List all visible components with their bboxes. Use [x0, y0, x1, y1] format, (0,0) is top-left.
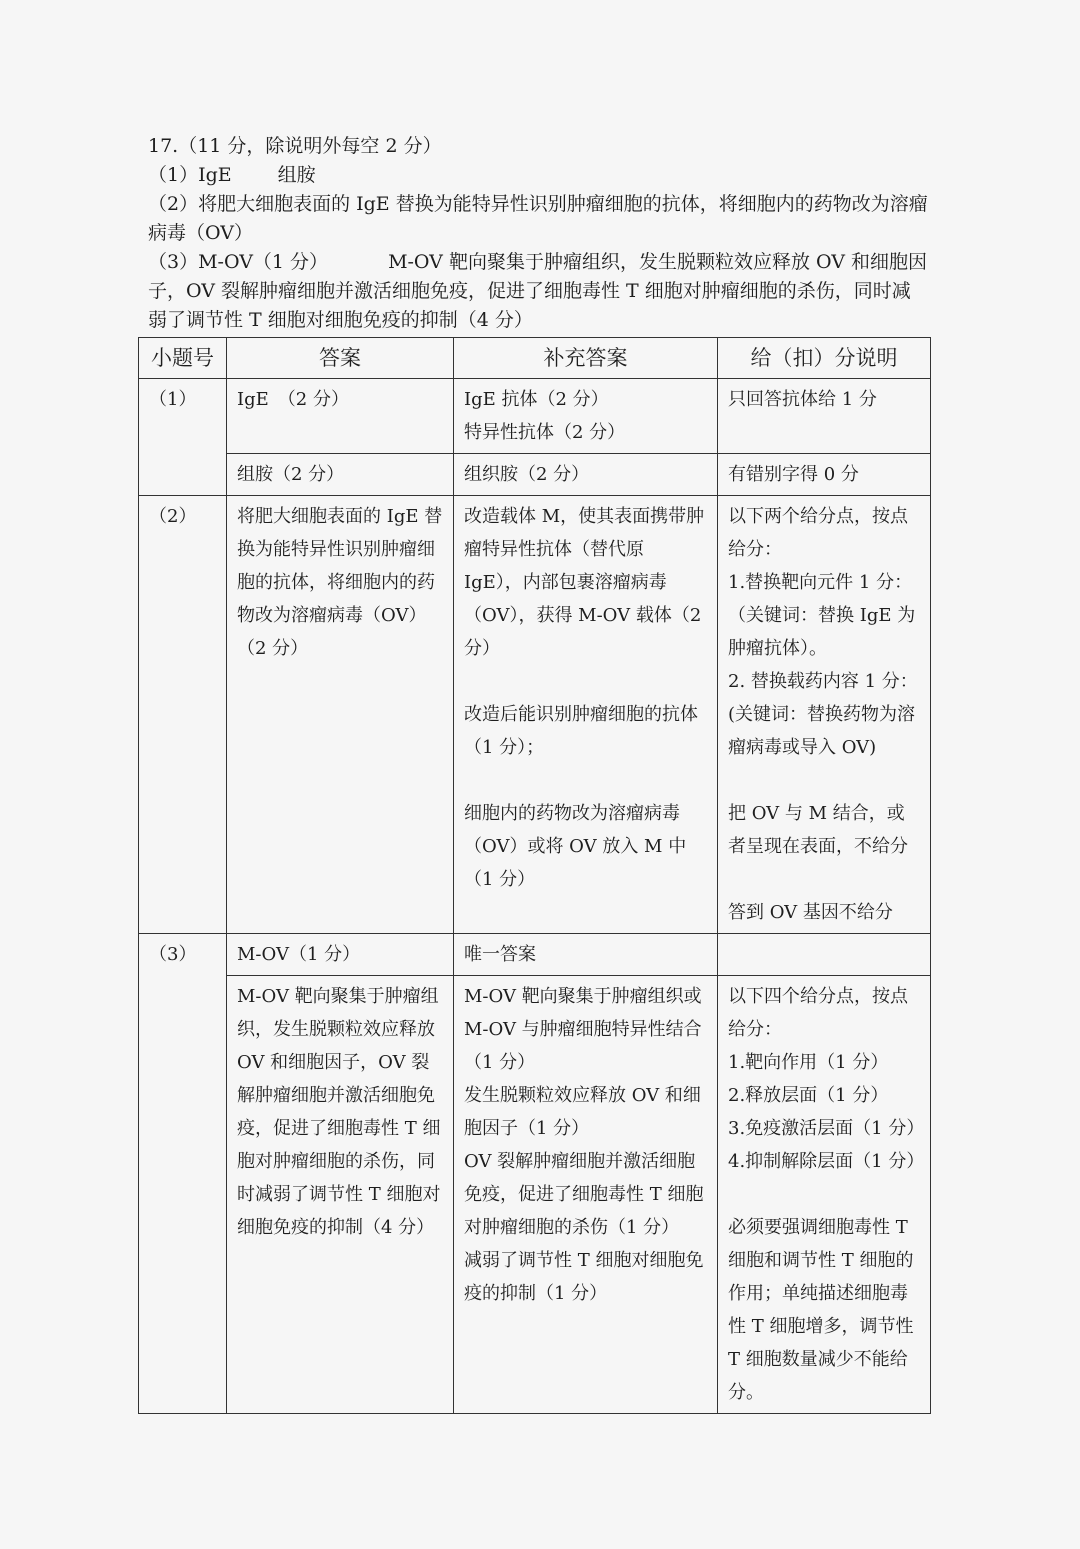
table-row	[139, 934, 931, 976]
q2-supplement-line: 改造载体 M，使其表面携带肿瘤特异性抗体（替代原 IgE），内部包裹溶瘤病毒（OV），获得 M-OV 载体（2 分）	[464, 506, 705, 659]
q1-supplement-2: 组织胺（2 分）	[454, 454, 718, 496]
q1-summary	[148, 161, 928, 190]
q3-supplement-2	[454, 976, 718, 1414]
q1-answer-2: 组胺（2 分）	[227, 454, 454, 496]
q3-note-1	[718, 934, 931, 976]
table-row	[139, 379, 931, 454]
q3-summary-answer: （3）M-OV（1 分）	[148, 251, 329, 273]
q2-note-line: 把 OV 与 M 结合，或者呈现在表面，不给分	[728, 803, 908, 857]
q3-note-line: 4.抑制解除层面（1 分）	[728, 1151, 925, 1172]
q1-supplement-1	[454, 379, 718, 454]
table-row	[139, 496, 931, 934]
q3-number: （3）	[139, 934, 227, 1414]
q2-supplement-line: 细胞内的药物改为溶瘤病毒（OV）或将 OV 放入 M 中（1 分）	[464, 803, 687, 890]
q2-note-line: 1.替换靶向元件 1 分：	[728, 572, 913, 593]
q3-notes	[718, 976, 931, 1414]
q2-summary: （2）将肥大细胞表面的 IgE 替换为能特异性识别肿瘤细胞的抗体，将细胞内的药物改为溶瘤病毒（OV）	[148, 193, 928, 244]
q3-summary-text: M-OV 靶向聚集于肿瘤组织，发生脱颗粒效应释放 OV 和细胞因子，OV 裂解肿瘤细胞并激活细胞免疫，促进了细胞毒性 T 细胞对肿瘤细胞的杀伤，同时减弱了调节性 T 细胞对细胞免疫的抑制（4 分）	[148, 251, 927, 331]
q2-note-line: 以下两个给分点，按点给分：	[728, 506, 908, 560]
q3-supplement-line: 发生脱颗粒效应释放 OV 和细胞因子（1 分）	[464, 1085, 701, 1139]
q3-supplement-1: 唯一答案	[454, 934, 718, 976]
q3-answer-2: M-OV 靶向聚集于肿瘤组织，发生脱颗粒效应释放 OV 和细胞因子，OV 裂解肿瘤细胞并激活细胞免疫，促进了细胞毒性 T 细胞对肿瘤细胞的杀伤，同时减弱了调节性 T 细胞对细胞免疫的抑制（4 分）	[227, 976, 454, 1414]
question-title: 17.（11 分，除说明外每空 2 分）	[148, 135, 442, 157]
q1-supplement-line: 特异性抗体（2 分）	[464, 422, 626, 443]
q3-note-line: 必须要强调细胞毒性 T 细胞和调节性 T 细胞的作用；单纯描述细胞毒性 T 细胞增多，调节性 T 细胞数量减少不能给分。	[728, 1217, 914, 1403]
q2-note-line: （关键词：替换 IgE 为肿瘤抗体）。	[728, 605, 916, 659]
q3-summary	[148, 248, 928, 335]
q1-note-2: 有错别字得 0 分	[718, 454, 931, 496]
header-scoring-notes: 给（扣）分说明	[718, 338, 931, 379]
table-row	[139, 976, 931, 1414]
q2-note-line: (关键词：替换药物为溶瘤病毒或导入 OV)	[728, 704, 916, 758]
q2-note-line: 2. 替换载药内容 1 分：	[728, 671, 918, 692]
q3-note-line: 2.释放层面（1 分）	[728, 1085, 889, 1106]
table-header-row	[139, 338, 931, 379]
q1-note-1: 只回答抗体给 1 分	[718, 379, 931, 454]
q1-answer-1: IgE （2 分）	[227, 379, 454, 454]
q3-supplement-line: OV 裂解肿瘤细胞并激活细胞免疫，促进了细胞毒性 T 细胞对肿瘤细胞的杀伤（1 分）	[464, 1151, 704, 1238]
q3-supplement-line: 减弱了调节性 T 细胞对细胞免疫的抑制（1 分）	[464, 1250, 704, 1304]
q2-note-line: 答到 OV 基因不给分	[728, 902, 893, 923]
q1-summary-extra: 组胺	[277, 164, 316, 186]
q2-supplement-line: 改造后能识别肿瘤细胞的抗体（1 分）；	[464, 704, 698, 758]
table-row	[139, 454, 931, 496]
answer-summary	[148, 132, 928, 335]
q1-number: （1）	[139, 379, 227, 496]
q3-answer-1: M-OV（1 分）	[227, 934, 454, 976]
q1-supplement-line: IgE 抗体（2 分）	[464, 389, 609, 410]
q2-number: （2）	[139, 496, 227, 934]
header-question-number: 小题号	[139, 338, 227, 379]
header-answer: 答案	[227, 338, 454, 379]
scoring-table	[138, 337, 931, 1414]
q2-notes	[718, 496, 931, 934]
q2-supplement	[454, 496, 718, 934]
q3-note-line: 1.靶向作用（1 分）	[728, 1052, 889, 1073]
q2-answer: 将肥大细胞表面的 IgE 替换为能特异性识别肿瘤细胞的抗体，将细胞内的药物改为溶瘤病毒（OV）（2 分）	[227, 496, 454, 934]
q1-summary-answer: （1）IgE	[148, 164, 232, 186]
q3-supplement-line: M-OV 靶向聚集于肿瘤组织或 M-OV 与肿瘤细胞特异性结合（1 分）	[464, 986, 702, 1073]
q3-note-line: 3.免疫激活层面（1 分）	[728, 1118, 925, 1139]
q3-note-line: 以下四个给分点，按点给分：	[728, 986, 908, 1040]
header-supplementary-answer: 补充答案	[454, 338, 718, 379]
